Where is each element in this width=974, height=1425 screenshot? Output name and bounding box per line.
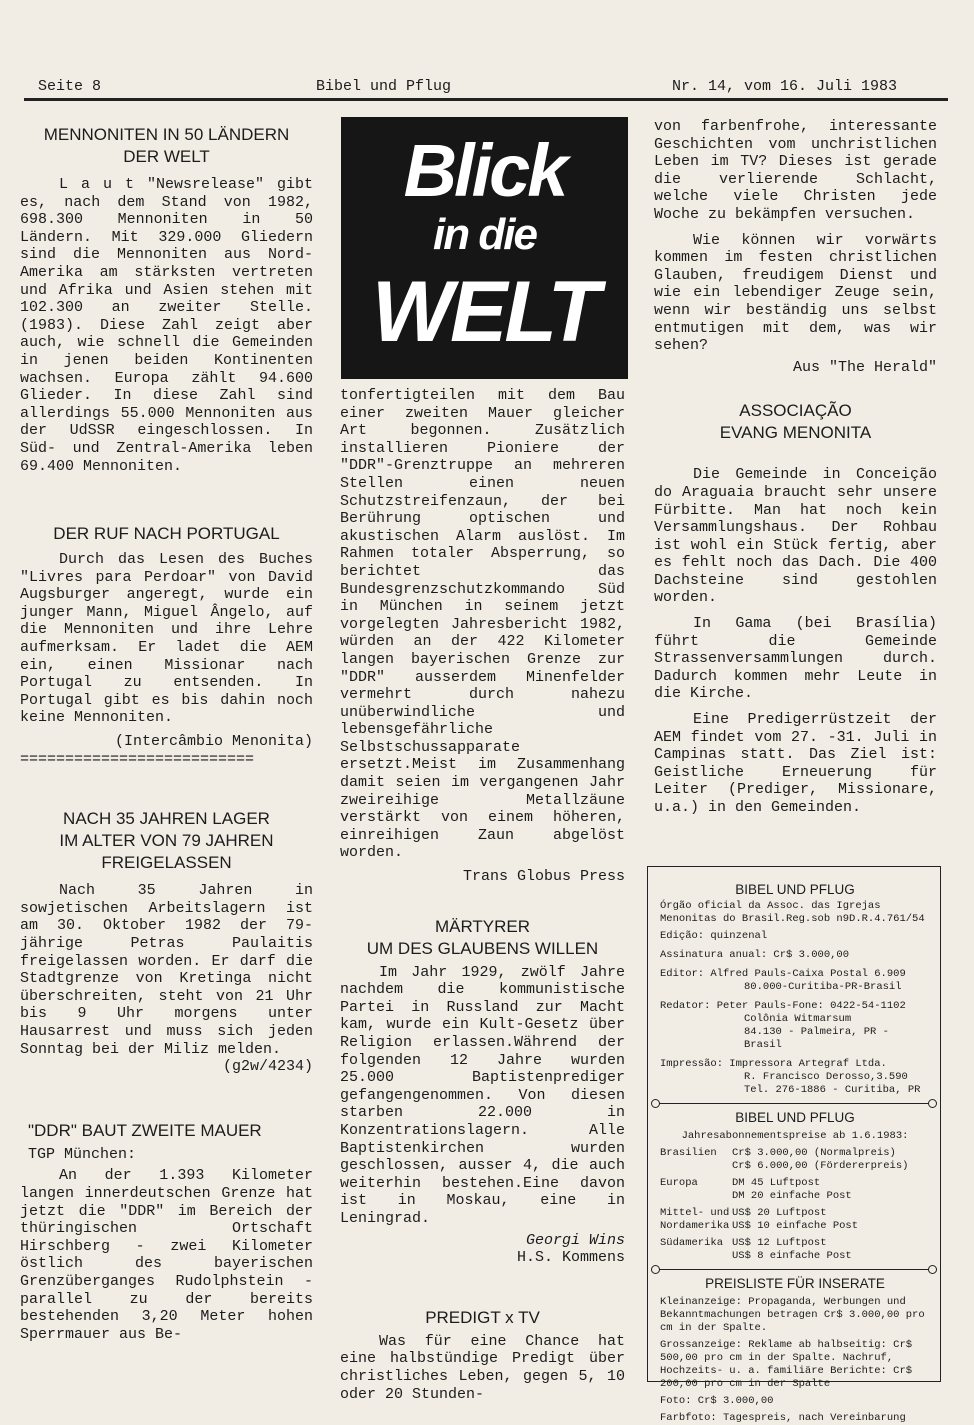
ad-color-photo: Farbfoto: Tagespreis, nach Vereinbarung [660, 1412, 906, 1424]
article-heading: PREDIGT x TV [425, 1307, 540, 1327]
banner-line-1: Blick [403, 129, 566, 212]
publication-title: Bibel und Pflug [316, 78, 452, 95]
price-value: DM 20 einfache Post [732, 1190, 852, 1202]
article-body: Eine Predigerrüstzeit der AEM findet vom 27. -31. Juli in Campinas statt. Das Ziel ist: Geistliche Erneuerung für Leiter (Prediger, Missionare, u.a.) in den Gemeinden. [654, 711, 937, 816]
article-body: tonfertigteilen mit dem Bau einer zweiten Mauer gleicher Art begonnen. Zusätzlich installieren Pioniere der "DDR"-Grenztruppe an mehreren Stellen einen neuen Schutzstreifenzaun, der bei Berührung optischen und akustischen Alarm auslöst. Im Rahmen totaler Absperrung, so berichtet das Bundesgrenzschutzkommando Süd in München in seinem jetzt vorgelegten Jahresbericht 1982, würden an der 422 Kilometer langen bayerischen Grenze zur "DDR" ausserdem Minenfelder vermehrt durch nahezu unüberwindliche und lebensgefährliche Selbstschussapparate ersetzt.Meist im Zusammenhang damit seien im vergangenen Jahr zweireihige Metallzäune verstärkt von einem höheren, einreihigen Zaun abgelöst worden. [340, 387, 625, 862]
column-1 [20, 124, 313, 1343]
price-value: US$ 12 Luftpost [732, 1237, 827, 1249]
box-title: BIBEL UND PFLUG [735, 882, 855, 897]
price-row [660, 1177, 930, 1203]
box-divider [648, 1263, 940, 1277]
article-heading: MÄRTYRER UM DES GLAUBENS WILLEN [366, 916, 599, 958]
price-row [660, 1147, 930, 1173]
article-body: An der 1.393 Kilometer langen innerdeutschen Grenze hat jetzt die "DDR" im Bereich der thüringischen Ortschaft Hirschberg - zwei Kilometer östlich des bayerischen Grenzüberganges Rudolphstein - parallel zu der bereits bestehenden 3,20 Meter hohen Sperrmauer aus Be- [20, 1167, 313, 1343]
prices-title: Jahresabonnementspreise ab 1.6.1983: [681, 1130, 909, 1142]
article-body: Wie können wir vorwärts kommen im festen christlichen Glauben, freudigem Dienst und wie ein lebendiger Zeuge sein, wenn wir beständig uns selbst entmutigen mit dem, was wir sehen? [654, 231, 937, 355]
price-region: Europa [660, 1177, 698, 1189]
article-heading: ASSOCIAÇÃO EVANG MENONITA [719, 401, 872, 443]
price-value: US$ 20 Luftpost [732, 1207, 827, 1219]
ad-large: Grossanzeige: Reklame ab halbseitig: Cr$ 500,00 pro cm in der Spalte. Nachruf, Hochzeits- u. a. familiäre Berichte: Cr$ 200,00 pro cm in der Spalte [660, 1339, 913, 1390]
article-byline: TGP München: [28, 1145, 137, 1163]
article-source: Trans Globus Press [462, 868, 625, 886]
header-rule [24, 98, 948, 101]
article-body: Die Gemeinde in Conceição do Araguaia braucht sehr unsere Fürbitte. Man hat noch kein Versammlungshaus. Der Rohbau ist wohl ein Stück fertig, aber es fehlt noch das Dach. Die 400 Dachsteine sind gestohlen worden. [654, 466, 937, 607]
price-value: Cr$ 3.000,00 (Normalpreis) [732, 1147, 896, 1159]
price-region: Südamerika [660, 1237, 724, 1249]
price-region: Mittel- und Nordamerika [660, 1207, 730, 1232]
issue-date: Nr. 14, vom 16. Juli 1983 [672, 78, 898, 95]
article-body: von farbenfrohe, interessante Geschichten vom unchristlichen Leben im TV? Dieses ist gerade die verlierende Schlacht, welche viele Christen jede Woche zu bekämpfen versuchen. [654, 118, 937, 223]
banner-line-2: in die [433, 210, 536, 259]
price-value: US$ 10 einfache Post [732, 1220, 859, 1232]
ad-photo: Foto: Cr$ 3.000,00 [660, 1395, 774, 1407]
box-edition: Edição: quinzenal [660, 930, 768, 942]
article-heading: "DDR" BAUT ZWEITE MAUER [28, 1120, 262, 1140]
ad-small: Kleinanzeige: Propaganda, Werbungen und Bekanntmachungen betragen Cr$ 3.000,00 pro cm in der Spalte. [660, 1296, 925, 1334]
blick-in-die-welt-banner [341, 117, 628, 379]
article-author: Georgi Wins [525, 1231, 625, 1249]
article-body: Was für eine Chance hat eine halbstündige Predigt über christliches Leben, gegen 5, 10 oder 20 Stunden- [340, 1332, 625, 1403]
column-3 [654, 118, 937, 817]
price-value: US$ 8 einfache Post [732, 1250, 852, 1262]
article-body: Durch das Lesen des Buches "Livres para Perdoar" von David Augsburger angeregt, wurde ein junger Mann, Miguel Ângelo, auf die Mennoniten und ihre Lehre aufmerksam. Er ladet die AEM ein, einen Missionar nach Portugal zu entsenden. In Portugal gibt es bis dahin noch keine Mennoniten. [20, 551, 313, 727]
box-organ: Órgão oficial da Assoc. das Igrejas Menonitas do Brasil.Reg.sob n9D.R.4.761/54 [660, 900, 925, 925]
impressum-box [647, 866, 941, 1424]
page-number: Seite 8 [38, 78, 102, 95]
box-title: PREISLISTE FÜR INSERATE [705, 1276, 885, 1291]
price-row [660, 1237, 930, 1263]
box-editor: Editor: Alfred Pauls-Caixa Postal 6.909 80.000-Curitiba-PR-Brasil [660, 968, 906, 993]
box-redator: Redator: Peter Pauls-Fone: 0422-54-1102 Colônia Witmarsum 84.130 - Palmeira, PR - Brasil [660, 1000, 906, 1051]
price-value: Cr$ 6.000,00 (Fördererpreis) [732, 1160, 909, 1172]
article-source: (g2w/4234) [222, 1058, 313, 1076]
article-heading: NACH 35 JAHREN LAGER IM ALTER VON 79 JAHREN FREIGELASSEN [59, 809, 274, 873]
banner-line-3: WELT [371, 264, 598, 360]
column-2 [340, 387, 625, 1403]
box-impressao: Impressão: Impressora Artegraf Ltda. R. Francisco Derosso,3.590 Tel. 276-1886 - Curitiba, PR [660, 1058, 921, 1096]
box-subscription: Assinatura anual: Cr$ 3.000,00 [660, 949, 850, 961]
separator: ========================== [20, 750, 255, 768]
article-translator: H.S. Kommens [516, 1249, 625, 1267]
article-source: (Intercâmbio Menonita) [114, 733, 313, 751]
article-body: Nach 35 Jahren in sowjetischen Arbeitslagern ist am 30. Oktober 1982 der 79-jährige Petras Paulaitis freigelassen worden. Er darf die Stadtgrenze von Kretinga nicht überschreiten, steht von 21 Uhr bis 9 Uhr morgens unter Hausarrest und muss sich jeden Sonntag bei der Miliz melden. [20, 882, 313, 1058]
article-body: L a u t "Newsrelease" gibt es, nach dem Stand von 1982, 698.300 Mennoniten in 50 Ländern. Mit 329.000 Gliedern sind die Mennoniten aus Nord-Amerika am stärksten vertreten und Afrika und Asien stehen mit 102.300 an zweiter Stelle. (1983). Diese Zahl zeigt aber auch, wie schnell die Gemeinden in jenen beiden Kontinenten wachsen. Europa zählt 94.600 Glieder. In diese Zahl sind allerdings 55.000 Mennoniten aus der UdSSR eingeschlossen. In Süd- und Zentral-Amerika leben 69.400 Mennoniten. [20, 176, 313, 475]
article-body: Im Jahr 1929, zwölf Jahre nachdem die kommunistische Partei in Russland zur Macht kam, wurde ein Kult-Gesetz über Religion erlassen.Während der folgenden 12 Jahre wurden 25.000 Baptistenprediger gefangengenommen. Von diesen starben 22.000 in Konzentrationslagern. Alle Baptistenkirchen wurden geschlossen, ausser 4, die auch weiterhin bestehen.Eine davon ist in Moskau, eine in Leningrad. [340, 963, 625, 1227]
box-divider [648, 1097, 940, 1111]
price-row [660, 1207, 930, 1233]
box-title: BIBEL UND PFLUG [735, 1110, 855, 1125]
article-heading: MENNONITEN IN 50 LÄNDERN DER WELT [43, 125, 290, 166]
article-body: In Gama (bei Brasília) führt die Gemeinde Strassenversammlungen durch. Dadurch kommen mehr Leute in die Kirche. [654, 615, 937, 703]
article-source: Aus "The Herald" [792, 358, 937, 376]
price-list [660, 1147, 930, 1263]
price-region: Brasilien [660, 1147, 717, 1159]
article-heading: DER RUF NACH PORTUGAL [53, 524, 280, 544]
price-value: DM 45 Luftpost [732, 1177, 821, 1189]
